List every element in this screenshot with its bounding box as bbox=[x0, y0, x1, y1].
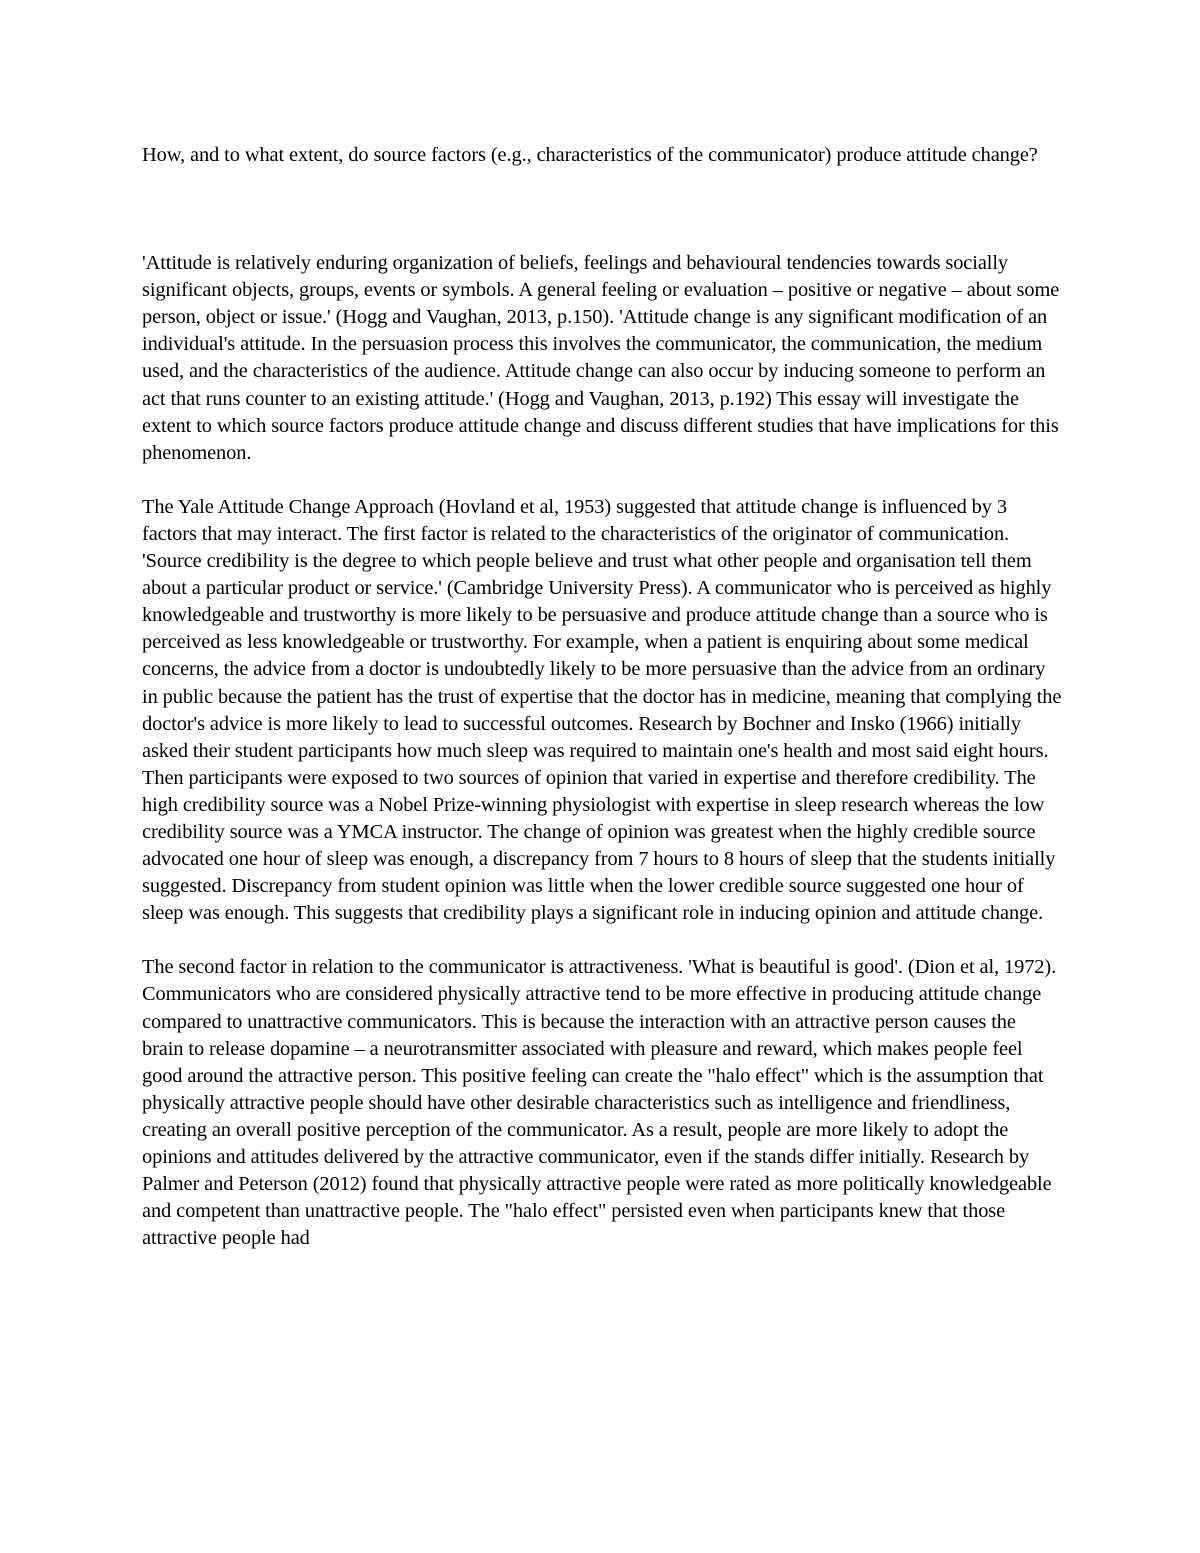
intro-paragraph: 'Attitude is relatively enduring organization of beliefs, feelings and behavioural tendencies towards socially significant objects, groups, events or symbols. A general feeling or evaluation – positive or negative – about some person, object or issue.' (Hogg and Vaughan, 2013, p.150). 'Attitude change is any significant modification of an individual's attitude. In the persuasion process this involves the communicator, the communication, the medium used, and the characteristics of the audience. Attitude change can also occur by inducing someone to perform an act that runs counter to an existing attitude.' (Hogg and Vaughan, 2013, p.192) This essay will investigate the extent to which source factors produce attitude change and discuss different studies that have implications for this phenomenon. bbox=[142, 252, 1060, 464]
essay-question: How, and to what extent, do source factors (e.g., characteristics of the communicator) produce attitude change? bbox=[142, 144, 1038, 166]
document-body bbox=[142, 142, 1062, 1252]
source-credibility-paragraph: The Yale Attitude Change Approach (Hovland et al, 1953) suggested that attitude change is influenced by 3 factors that may interact. The first factor is related to the characteristics of the originator of communication. 'Source credibility is the degree to which people believe and trust what other people and organisation tell them about a particular product or service.' (Cambridge University Press). A communicator who is perceived as highly knowledgeable and trustworthy is more likely to be persuasive and produce attitude change than a source who is perceived as less knowledgeable or trustworthy. For example, when a patient is enquiring about some medical concerns, the advice from a doctor is undoubtedly likely to be more persuasive than the advice from an ordinary in public because the patient has the trust of expertise that the doctor has in medicine, meaning that complying the doctor's advice is more likely to lead to successful outcomes. Research by Bochner and Insko (1966) initially asked their student participants how much sleep was required to maintain one's health and most said eight hours. Then participants were exposed to two sources of opinion that varied in expertise and therefore credibility. The high credibility source was a Nobel Prize-winning physiologist with expertise in sleep research whereas the low credibility source was a YMCA instructor. The change of opinion was greatest when the highly credible source advocated one hour of sleep was enough, a discrepancy from 7 hours to 8 hours of sleep that the students initially suggested. Discrepancy from student opinion was little when the lower credible source suggested one hour of sleep was enough. This suggests that credibility plays a significant role in inducing opinion and attitude change. bbox=[142, 495, 1062, 925]
attractiveness-paragraph: The second factor in relation to the communicator is attractiveness. 'What is beautiful is good'. (Dion et al, 1972). Communicators who are considered physically attractive tend to be more effective in producing attitude change compared to unattractive communicators. This is because the interaction with an attractive person causes the brain to release dopamine – a neurotransmitter associated with pleasure and reward, which makes people feel good around the attractive person. This positive feeling can create the "halo effect" which is the assumption that physically attractive people should have other desirable characteristics such as intelligence and friendliness, creating an overall positive perception of the communicator. As a result, people are more likely to adopt the opinions and attitudes delivered by the attractive communicator, even if the stands differ initially. Research by Palmer and Peterson (2012) found that physically attractive people were rated as more politically knowledgeable and competent than unattractive people. The "halo effect" persisted even when participants knew that those attractive people had bbox=[142, 956, 1057, 1250]
